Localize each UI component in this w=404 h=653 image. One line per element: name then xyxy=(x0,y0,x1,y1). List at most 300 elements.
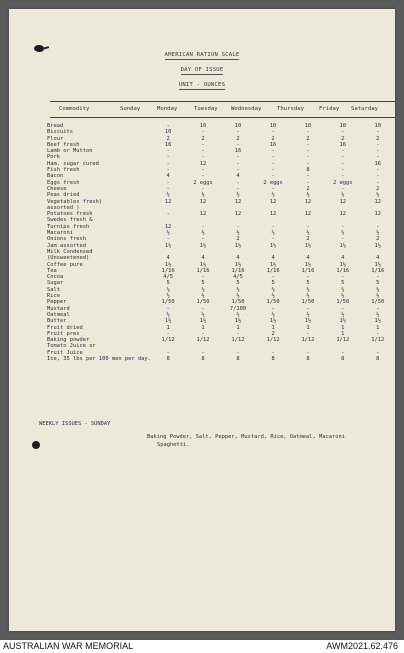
quantity-cell: - xyxy=(201,236,205,243)
quantity-cell: - xyxy=(271,274,275,281)
quantity-cell: 4 xyxy=(201,255,205,262)
quantity-cell: 5 xyxy=(376,280,380,287)
quantity-cell: 1½ xyxy=(199,318,207,325)
quantity-cell: - xyxy=(306,349,310,356)
quantity-cell: - xyxy=(236,154,240,161)
quantity-cell: ½ xyxy=(166,230,170,237)
quantity-cell: ½ xyxy=(306,293,310,300)
commodity-cell: Oatmeal xyxy=(47,311,70,318)
quantity-cell: 1½ xyxy=(234,242,242,249)
commodity-cell: Biscuits xyxy=(47,129,73,136)
quantity-cell: 1½ xyxy=(374,261,381,268)
quantity-cell: - xyxy=(306,330,310,337)
quantity-cell: 16 xyxy=(339,141,347,148)
quantity-cell: - xyxy=(306,305,310,312)
col-saturday: Saturday xyxy=(351,106,378,112)
quantity-cell: 1½ xyxy=(339,242,347,249)
quantity-cell: 12 xyxy=(269,198,277,205)
quantity-cell: - xyxy=(166,148,170,155)
commodity-cell: Ice, 35 lbs per 100 men per day. xyxy=(47,355,151,362)
quantity-cell: ½ xyxy=(271,230,275,237)
quantity-cell: ½ xyxy=(306,286,310,293)
quantity-cell: 1/50 xyxy=(266,299,280,306)
quantity-cell: 10 xyxy=(164,129,172,136)
quantity-cell: - xyxy=(376,349,380,356)
quantity-cell: ½ xyxy=(166,286,170,293)
table-row xyxy=(47,356,395,362)
quantity-cell: - xyxy=(306,154,310,161)
quantity-cell: 2 xyxy=(376,135,380,142)
quantity-cell: 2 eggs xyxy=(193,179,213,186)
quantity-cell: 1/12 xyxy=(371,337,385,344)
quantity-cell: 2 eggs xyxy=(333,179,353,186)
quantity-cell: - xyxy=(201,141,205,148)
table-top-rule xyxy=(50,101,395,102)
quantity-cell: 1½ xyxy=(164,261,172,268)
quantity-cell: 1½ xyxy=(234,318,242,325)
quantity-cell: - xyxy=(236,167,240,174)
quantity-cell: 1/50 xyxy=(161,299,175,306)
quantity-cell: 1/12 xyxy=(231,337,245,344)
quantity-cell: ½ xyxy=(236,311,240,318)
commodity-cell: Sugar xyxy=(47,280,64,287)
quantity-cell: ½ xyxy=(236,286,240,293)
quantity-cell: 1/50 xyxy=(231,299,245,306)
quantity-cell: - xyxy=(201,185,205,192)
commodity-cell: Bacon xyxy=(47,173,64,180)
quantity-cell: ½ xyxy=(201,192,205,199)
quantity-cell: 4/5 xyxy=(163,274,173,281)
quantity-cell: 12 xyxy=(339,211,347,218)
quantity-cell: - xyxy=(376,141,380,148)
quantity-cell: ½ xyxy=(166,192,170,199)
quantity-cell: 1/50 xyxy=(371,299,385,306)
quantity-cell: 8 xyxy=(166,355,170,362)
quantity-cell: - xyxy=(166,305,170,312)
quantity-cell: - xyxy=(236,223,240,230)
commodity-cell: Ham, sugar cured xyxy=(47,160,99,167)
quantity-cell: - xyxy=(341,236,345,243)
quantity-cell: - xyxy=(341,349,345,356)
commodity-cell: Onions fresh xyxy=(47,236,86,243)
quantity-cell: 1 xyxy=(166,324,170,331)
quantity-cell: - xyxy=(306,141,310,148)
quantity-cell: 1½ xyxy=(269,242,277,249)
quantity-cell: 1/16 xyxy=(266,267,280,274)
commodity-cell: Fruit Juice xyxy=(47,349,83,356)
commodity-cell: (Unsweetened) xyxy=(47,255,90,262)
quantity-cell: - xyxy=(341,173,345,180)
quantity-cell: 16 xyxy=(164,141,172,148)
quantity-cell: - xyxy=(166,211,170,218)
quantity-cell: ½ xyxy=(236,293,240,300)
quantity-cell: ½ xyxy=(306,311,310,318)
commodity-cell: Salt xyxy=(47,286,60,293)
quantity-cell: - xyxy=(166,154,170,161)
commodity-cell: Jam assorted xyxy=(47,242,86,249)
quantity-cell: 1½ xyxy=(339,318,347,325)
quantity-cell: 10 xyxy=(269,123,277,129)
commodity-cell: Potatoes fresh xyxy=(47,211,93,218)
quantity-cell: ½ xyxy=(201,286,205,293)
quantity-cell: - xyxy=(376,148,380,155)
quantity-cell: 12 xyxy=(234,198,242,205)
quantity-cell: - xyxy=(271,167,275,174)
commodity-cell: Tea xyxy=(47,267,57,274)
quantity-cell: 5 xyxy=(306,280,310,287)
quantity-cell: - xyxy=(166,160,170,167)
document-subtitle: DAY OF ISSUE xyxy=(180,67,224,73)
quantity-cell: - xyxy=(341,274,345,281)
quantity-cell: ½ xyxy=(271,293,275,300)
quantity-cell: - xyxy=(306,274,310,281)
footer-bar xyxy=(0,640,404,653)
commodity-cell: Pork xyxy=(47,154,60,161)
commodity-cell: Flour xyxy=(47,135,64,142)
quantity-cell: - xyxy=(376,305,380,312)
quantity-cell: 1/16 xyxy=(231,267,245,274)
commodity-cell: Rice xyxy=(47,293,60,300)
commodity-cell: Cheese xyxy=(47,185,67,192)
quantity-cell: - xyxy=(271,223,275,230)
quantity-cell: ½ xyxy=(306,192,310,199)
quantity-cell: 8 xyxy=(341,355,345,362)
quantity-cell: - xyxy=(236,185,240,192)
quantity-cell: - xyxy=(341,154,345,161)
quantity-cell: ½ xyxy=(271,286,275,293)
weekly-items-cont: Spaghetti. xyxy=(157,442,190,448)
quantity-cell: - xyxy=(341,129,345,136)
ration-table xyxy=(47,123,395,362)
quantity-cell: - xyxy=(201,167,205,174)
col-wednesday: Wednesday xyxy=(231,106,262,112)
quantity-cell: ½ xyxy=(236,192,240,199)
quantity-cell: 12 xyxy=(164,198,172,205)
quantity-cell: - xyxy=(166,185,170,192)
quantity-cell: - xyxy=(306,160,310,167)
quantity-cell: 1½ xyxy=(269,261,277,268)
binder-clip-mark xyxy=(34,45,44,52)
commodity-cell: Fruit dried xyxy=(47,324,83,331)
quantity-cell: 12 xyxy=(304,198,312,205)
quantity-cell: - xyxy=(306,173,310,180)
institution-label: AUSTRALIAN WAR MEMORIAL xyxy=(3,641,134,651)
quantity-cell: 4 xyxy=(166,255,170,262)
commodity-cell: assorted ) xyxy=(47,204,80,211)
quantity-cell: ½ xyxy=(306,230,310,237)
quantity-cell: 2 xyxy=(376,236,380,243)
quantity-cell: ½ xyxy=(341,293,345,300)
quantity-cell: 1 xyxy=(341,330,345,337)
quantity-cell: 10 xyxy=(234,123,242,129)
quantity-cell: - xyxy=(271,185,275,192)
quantity-cell: 16 xyxy=(374,160,381,167)
quantity-cell: - xyxy=(201,349,205,356)
quantity-cell: 5 xyxy=(201,280,205,287)
quantity-cell: ½ xyxy=(341,286,345,293)
quantity-cell: - xyxy=(201,129,205,136)
quantity-cell: - xyxy=(341,223,345,230)
quantity-cell: 1½ xyxy=(269,318,277,325)
quantity-cell: ½ xyxy=(271,311,275,318)
quantity-cell: 12 xyxy=(304,211,312,218)
quantity-cell: 2 xyxy=(271,135,275,142)
quantity-cell: 1/12 xyxy=(161,337,175,344)
quantity-cell: - xyxy=(236,129,240,136)
quantity-cell: 1½ xyxy=(304,261,312,268)
quantity-cell: 1½ xyxy=(199,242,207,249)
weekly-heading: WEEKLY ISSUES - SUNDAY xyxy=(39,421,111,427)
quantity-cell: - xyxy=(201,154,205,161)
quantity-cell: 1/16 xyxy=(161,267,175,274)
commodity-cell: Eggs fresh xyxy=(47,179,80,186)
commodity-cell: Beef fresh xyxy=(47,141,80,148)
quantity-cell: 8 xyxy=(306,167,310,174)
quantity-cell: 4 xyxy=(376,255,380,262)
quantity-cell: 1 xyxy=(201,324,205,331)
reference-number: AWM2021.62.476 xyxy=(326,641,398,651)
quantity-cell: 1/12 xyxy=(196,337,210,344)
col-friday: Friday xyxy=(319,106,340,112)
quantity-cell: 1½ xyxy=(304,242,312,249)
weekly-items: Baking Powder, Salt, Pepper, Mustard, Rice, Oatmeal, Macaroni xyxy=(147,434,345,440)
commodity-cell: Turnips fresh xyxy=(47,223,90,230)
quantity-cell: - xyxy=(376,223,380,230)
quantity-cell: - xyxy=(271,236,275,243)
quantity-cell: - xyxy=(341,148,345,155)
quantity-cell: 1 xyxy=(341,324,345,331)
quantity-cell: 2 xyxy=(376,185,380,192)
commodity-cell: Coffee pure xyxy=(47,261,83,268)
quantity-cell: 1/50 xyxy=(336,299,350,306)
unit-line: UNIT - OUNCES xyxy=(178,82,226,88)
quantity-cell: - xyxy=(376,129,380,136)
quantity-cell: - xyxy=(376,154,380,161)
quantity-cell: 8 xyxy=(271,355,275,362)
document-title: AMERICAN RATION SCALE xyxy=(164,52,240,58)
quantity-cell: - xyxy=(166,123,170,129)
commodity-cell: Macaroni xyxy=(47,230,73,237)
quantity-cell: 2 xyxy=(271,330,275,337)
quantity-cell: 8 xyxy=(236,355,240,362)
quantity-cell: 10 xyxy=(339,123,347,129)
quantity-cell: 4 xyxy=(236,173,240,180)
quantity-cell: 1/12 xyxy=(266,337,280,344)
quantity-cell: 16 xyxy=(234,148,242,155)
quantity-cell: 2 xyxy=(166,135,170,142)
quantity-cell: - xyxy=(201,223,205,230)
quantity-cell: 1½ xyxy=(339,261,347,268)
quantity-cell: 1 xyxy=(236,324,240,331)
commodity-cell: Lamb or Mutton xyxy=(47,148,93,155)
quantity-cell: - xyxy=(201,148,205,155)
quantity-cell: ½ xyxy=(341,311,345,318)
quantity-cell: 1½ xyxy=(164,242,172,249)
quantity-cell: - xyxy=(236,141,240,148)
quantity-cell: 4/5 xyxy=(233,274,243,281)
quantity-cell: - xyxy=(271,305,275,312)
quantity-cell: 2 xyxy=(236,236,240,243)
quantity-cell: ½ xyxy=(201,230,205,237)
quantity-cell: 1½ xyxy=(199,261,207,268)
quantity-cell: ½ xyxy=(201,293,205,300)
quantity-cell: - xyxy=(341,167,345,174)
commodity-cell: Peas dried xyxy=(47,192,80,199)
quantity-cell: ½ xyxy=(376,230,380,237)
quantity-cell: 5 xyxy=(271,280,275,287)
quantity-cell: 2 xyxy=(306,135,310,142)
quantity-cell: - xyxy=(271,154,275,161)
quantity-cell: 5 xyxy=(236,280,240,287)
quantity-cell: 2 eggs xyxy=(263,179,283,186)
quantity-cell: 4 xyxy=(236,255,240,262)
quantity-cell: - xyxy=(376,167,380,174)
quantity-cell: 4 xyxy=(271,255,275,262)
quantity-cell: 5 xyxy=(341,280,345,287)
col-monday: Monday xyxy=(157,106,178,112)
col-thursday: Thursday xyxy=(277,106,304,112)
quantity-cell: ½ xyxy=(376,192,380,199)
quantity-cell: 12 xyxy=(374,198,381,205)
quantity-cell: - xyxy=(376,179,380,186)
quantity-cell: 1½ xyxy=(304,318,312,325)
quantity-cell: 10 xyxy=(199,123,207,129)
quantity-cell: 1½ xyxy=(164,318,172,325)
quantity-cell: ½ xyxy=(341,192,345,199)
quantity-cell: - xyxy=(236,330,240,337)
quantity-cell: - xyxy=(201,173,205,180)
quantity-cell: 1/12 xyxy=(336,337,350,344)
col-tuesday: Tuesday xyxy=(194,106,218,112)
quantity-cell: - xyxy=(236,160,240,167)
quantity-cell: 1 xyxy=(306,324,310,331)
quantity-cell: 1/12 xyxy=(301,337,315,344)
quantity-cell: - xyxy=(306,148,310,155)
commodity-cell: Mustard xyxy=(47,305,70,312)
quantity-cell: 4 xyxy=(306,255,310,262)
quantity-cell: 1½ xyxy=(374,242,381,249)
commodity-cell: Milk Condensed xyxy=(47,248,93,255)
commodity-cell: Baking powder xyxy=(47,337,90,344)
quantity-cell: - xyxy=(201,330,205,337)
quantity-cell: 2 xyxy=(236,135,240,142)
quantity-cell: 1½ xyxy=(374,318,381,325)
quantity-cell: 16 xyxy=(269,141,277,148)
quantity-cell: ½ xyxy=(376,311,380,318)
quantity-cell: 12 xyxy=(339,198,347,205)
quantity-cell: - xyxy=(341,160,345,167)
quantity-cell: - xyxy=(166,236,170,243)
quantity-cell: 12 xyxy=(199,198,207,205)
quantity-cell: - xyxy=(376,274,380,281)
quantity-cell: 8 xyxy=(376,355,380,362)
quantity-cell: 1 xyxy=(271,324,275,331)
quantity-cell: - xyxy=(306,129,310,136)
quantity-cell: - xyxy=(376,173,380,180)
quantity-cell: 1/16 xyxy=(336,267,350,274)
quantity-cell: - xyxy=(376,330,380,337)
quantity-cell: - xyxy=(201,274,205,281)
quantity-cell: - xyxy=(236,179,240,186)
quantity-cell: 12 xyxy=(234,211,242,218)
quantity-cell: - xyxy=(271,160,275,167)
quantity-cell: 1/50 xyxy=(301,299,315,306)
commodity-cell: Bread xyxy=(47,123,64,129)
quantity-cell: - xyxy=(201,305,205,312)
quantity-cell: - xyxy=(166,349,170,356)
quantity-cell: - xyxy=(166,179,170,186)
quantity-cell: - xyxy=(271,129,275,136)
quantity-cell: ½ xyxy=(341,230,345,237)
quantity-cell: - xyxy=(271,349,275,356)
quantity-cell: 2 xyxy=(341,135,345,142)
quantity-cell: 1/16 xyxy=(371,267,385,274)
quantity-cell: 5 xyxy=(166,280,170,287)
quantity-cell: 4 xyxy=(341,255,345,262)
quantity-cell: 12 xyxy=(269,211,277,218)
quantity-cell: 4 xyxy=(166,173,170,180)
quantity-cell: 2 xyxy=(306,185,310,192)
quantity-cell: - xyxy=(306,223,310,230)
quantity-cell: ½ xyxy=(166,311,170,318)
quantity-cell: - xyxy=(341,305,345,312)
commodity-cell: Butter xyxy=(47,318,67,325)
commodity-cell: Swedes fresh & xyxy=(47,217,93,224)
quantity-cell: 12 xyxy=(199,211,207,218)
quantity-cell: 10 xyxy=(304,123,312,129)
header-bottom-rule xyxy=(50,117,395,118)
quantity-cell: - xyxy=(306,179,310,186)
quantity-cell: ½ xyxy=(166,293,170,300)
quantity-cell: ½ xyxy=(236,230,240,237)
commodity-cell: Tomato Juice or xyxy=(47,343,96,350)
quantity-cell: ½ xyxy=(271,192,275,199)
quantity-cell: 1/16 xyxy=(196,267,210,274)
quantity-cell: - xyxy=(166,330,170,337)
document-page xyxy=(9,9,395,631)
quantity-cell: 12 xyxy=(374,211,381,218)
quantity-cell: 7/100 xyxy=(229,305,247,312)
quantity-cell: 1½ xyxy=(234,261,242,268)
commodity-cell: Pepper xyxy=(47,299,67,306)
quantity-cell: - xyxy=(341,185,345,192)
punch-hole xyxy=(32,441,40,449)
quantity-cell: ½ xyxy=(376,293,380,300)
commodity-cell: Fish fresh xyxy=(47,167,80,174)
col-commodity: Commodity xyxy=(59,106,90,112)
commodity-cell: Cocoa xyxy=(47,274,64,281)
quantity-cell: - xyxy=(271,173,275,180)
quantity-cell: 8 xyxy=(201,355,205,362)
quantity-cell: 12 xyxy=(164,223,172,230)
quantity-cell: 1/16 xyxy=(301,267,315,274)
col-sunday: Sunday xyxy=(120,106,141,112)
quantity-cell: 2 xyxy=(201,135,205,142)
quantity-cell: ½ xyxy=(201,311,205,318)
quantity-cell: 2 xyxy=(306,236,310,243)
commodity-cell: Fruit pres xyxy=(47,330,80,337)
quantity-cell: 1 xyxy=(376,324,380,331)
quantity-cell: 12 xyxy=(199,160,207,167)
commodity-cell: Vegetables fresh) xyxy=(47,198,103,205)
quantity-cell: 8 xyxy=(306,355,310,362)
quantity-cell: - xyxy=(166,167,170,174)
quantity-cell: - xyxy=(271,148,275,155)
quantity-cell: - xyxy=(236,349,240,356)
quantity-cell: 10 xyxy=(374,123,381,129)
quantity-cell: 1/50 xyxy=(196,299,210,306)
quantity-cell: ½ xyxy=(376,286,380,293)
